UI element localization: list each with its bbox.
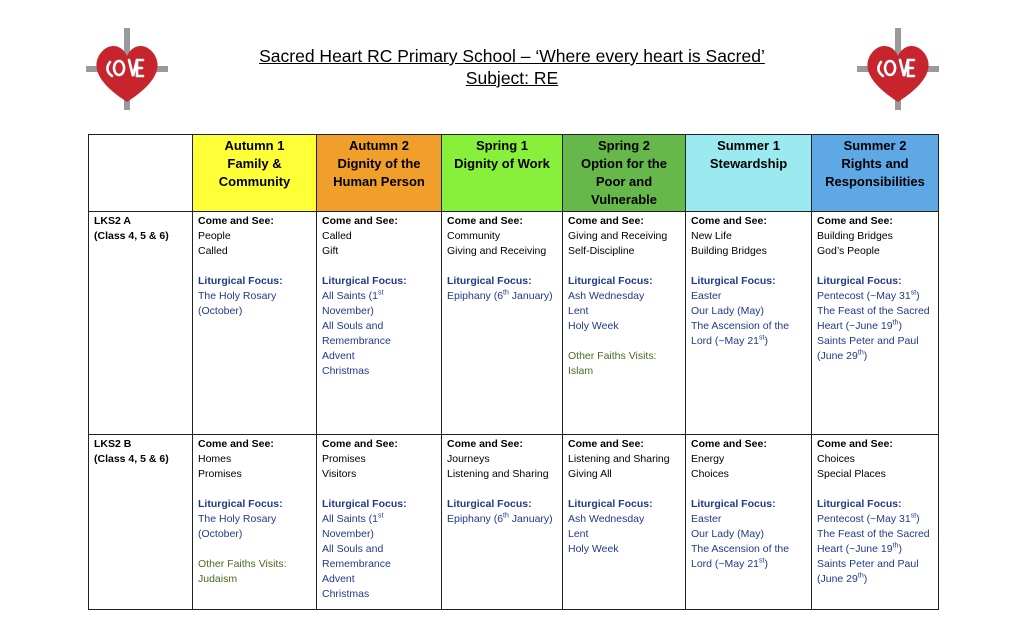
come-and-see-label: Come and See: [198,215,274,227]
liturgical-focus-label: Liturgical Focus: [691,275,776,287]
spacer [198,259,311,274]
liturgical-item: All Saints (1st November) [322,289,384,317]
spacer [691,482,806,497]
come-and-see-item: Community [447,230,501,242]
spacer [691,259,806,274]
come-and-see-label: Come and See: [447,438,523,450]
plan-cell [442,435,563,610]
row-classes: (Class 4, 5 & 6) [94,230,169,242]
liturgical-focus-label: Liturgical Focus: [817,498,902,510]
liturgical-item: Lent [568,528,589,540]
liturgical-item: Our Lady (May) [691,305,764,317]
come-and-see-label: Come and See: [568,438,644,450]
come-and-see-label: Come and See: [568,215,644,227]
come-and-see-item: Choices [817,453,855,465]
come-and-see-item: Special Places [817,468,886,480]
spacer [447,259,557,274]
come-and-see-item: Giving and Receiving [447,245,547,257]
come-and-see-label: Come and See: [447,215,523,227]
liturgical-item: Advent [322,573,355,585]
liturgical-item: Lent [568,305,589,317]
liturgical-item: Pentecost (~May 31st) [817,289,920,302]
row-name: LKS2 A [94,215,131,227]
liturgical-item: Saints Peter and Paul (June 29th) [817,335,919,362]
liturgical-item: Holy Week [568,543,619,555]
other-faiths-item: Judaism [198,573,238,585]
plan-cell [812,435,939,610]
come-and-see-item: Giving and Receiving [568,230,668,242]
come-and-see-item: Promises [322,453,366,465]
subject-title: Subject: RE [465,68,559,88]
liturgical-item: The Ascension of the Lord (~May 21st) [691,543,790,570]
liturgical-item: The Holy Rosary (October) [198,290,277,317]
table-row [89,212,939,435]
come-and-see-item: God’s People [817,245,880,257]
plan-cell [563,435,686,610]
plan-cell [317,212,442,435]
liturgical-item: Christmas [322,365,370,377]
page-title [0,45,1024,89]
come-and-see-item: Listening and Sharing [568,453,670,465]
table-row [89,435,939,610]
other-faiths-label: Other Faiths Visits: [198,558,287,570]
liturgical-item: All Souls and Remembrance [322,543,391,570]
column-header-summer-2: Summer 2 Rights and Responsibilities [812,135,939,212]
come-and-see-label: Come and See: [691,215,767,227]
liturgical-focus-label: Liturgical Focus: [447,275,532,287]
come-and-see-item: Visitors [322,468,357,480]
liturgical-item: Saints Peter and Paul (June 29th) [817,558,919,585]
liturgical-focus-label: Liturgical Focus: [322,498,407,510]
come-and-see-item: Promises [198,468,242,480]
plan-cell [686,435,812,610]
come-and-see-item: Homes [198,453,232,465]
come-and-see-label: Come and See: [198,438,274,450]
spacer [447,482,557,497]
liturgical-item: Epiphany (6th January) [447,289,553,302]
liturgical-item: Christmas [322,588,370,600]
row-name: LKS2 B [94,438,132,450]
plan-cell [686,212,812,435]
corner-cell [89,135,193,212]
column-header-autumn-1: Autumn 1 Family & Community [193,135,317,212]
come-and-see-item: Energy [691,453,725,465]
come-and-see-item: Choices [691,468,729,480]
come-and-see-item: Building Bridges [817,230,893,242]
come-and-see-item: Called [198,245,228,257]
liturgical-item: Easter [691,290,722,302]
spacer [817,259,933,274]
row-label [89,212,193,435]
liturgical-focus-label: Liturgical Focus: [322,275,407,287]
come-and-see-item: People [198,230,231,242]
column-header-spring-2: Spring 2 Option for the Poor and Vulnerable [563,135,686,212]
spacer [322,482,436,497]
school-title: Sacred Heart RC Primary School – ‘Where every heart is Sacred’ [259,46,765,66]
column-header-spring-1: Spring 1 Dignity of Work [442,135,563,212]
come-and-see-item: Gift [322,245,339,257]
spacer [817,482,933,497]
liturgical-item: Epiphany (6th January) [447,512,553,525]
liturgical-focus-label: Liturgical Focus: [568,498,653,510]
liturgical-item: Easter [691,513,722,525]
liturgical-item: The Feast of the Sacred Heart (~June 19th) [817,305,930,332]
come-and-see-item: Called [322,230,352,242]
liturgical-item: Advent [322,350,355,362]
header-row [89,135,939,212]
liturgical-focus-label: Liturgical Focus: [817,275,902,287]
liturgical-item: All Saints (1st November) [322,512,384,540]
spacer [198,542,311,557]
liturgical-item: Holy Week [568,320,619,332]
liturgical-focus-label: Liturgical Focus: [198,275,283,287]
liturgical-focus-label: Liturgical Focus: [447,498,532,510]
come-and-see-label: Come and See: [817,438,893,450]
row-classes: (Class 4, 5 & 6) [94,453,169,465]
come-and-see-item: Listening and Sharing [447,468,549,480]
column-header-autumn-2: Autumn 2 Dignity of the Human Person [317,135,442,212]
liturgical-item: Ash Wednesday [568,513,645,525]
liturgical-item: The Feast of the Sacred Heart (~June 19th) [817,528,930,555]
come-and-see-item: Giving All [568,468,612,480]
curriculum-table [88,134,939,610]
liturgical-item: All Souls and Remembrance [322,320,391,347]
come-and-see-label: Come and See: [691,438,767,450]
plan-cell [812,212,939,435]
plan-cell [193,212,317,435]
come-and-see-label: Come and See: [817,215,893,227]
spacer [568,482,680,497]
plan-cell [563,212,686,435]
come-and-see-item: Self-Discipline [568,245,635,257]
liturgical-item: Our Lady (May) [691,528,764,540]
liturgical-item: The Holy Rosary (October) [198,513,277,540]
come-and-see-label: Come and See: [322,438,398,450]
column-header-summer-1: Summer 1 Stewardship [686,135,812,212]
spacer [568,259,680,274]
liturgical-item: The Ascension of the Lord (~May 21st) [691,320,790,347]
come-and-see-item: Building Bridges [691,245,767,257]
liturgical-item: Ash Wednesday [568,290,645,302]
spacer [568,334,680,349]
spacer [322,259,436,274]
liturgical-focus-label: Liturgical Focus: [568,275,653,287]
plan-cell [193,435,317,610]
other-faiths-item: Islam [568,365,594,377]
plan-cell [442,212,563,435]
liturgical-focus-label: Liturgical Focus: [691,498,776,510]
liturgical-focus-label: Liturgical Focus: [198,498,283,510]
liturgical-item: Pentecost (~May 31st) [817,512,920,525]
row-label [89,435,193,610]
come-and-see-item: New Life [691,230,732,242]
come-and-see-label: Come and See: [322,215,398,227]
plan-cell [317,435,442,610]
come-and-see-item: Journeys [447,453,490,465]
other-faiths-label: Other Faiths Visits: [568,350,657,362]
spacer [198,482,311,497]
